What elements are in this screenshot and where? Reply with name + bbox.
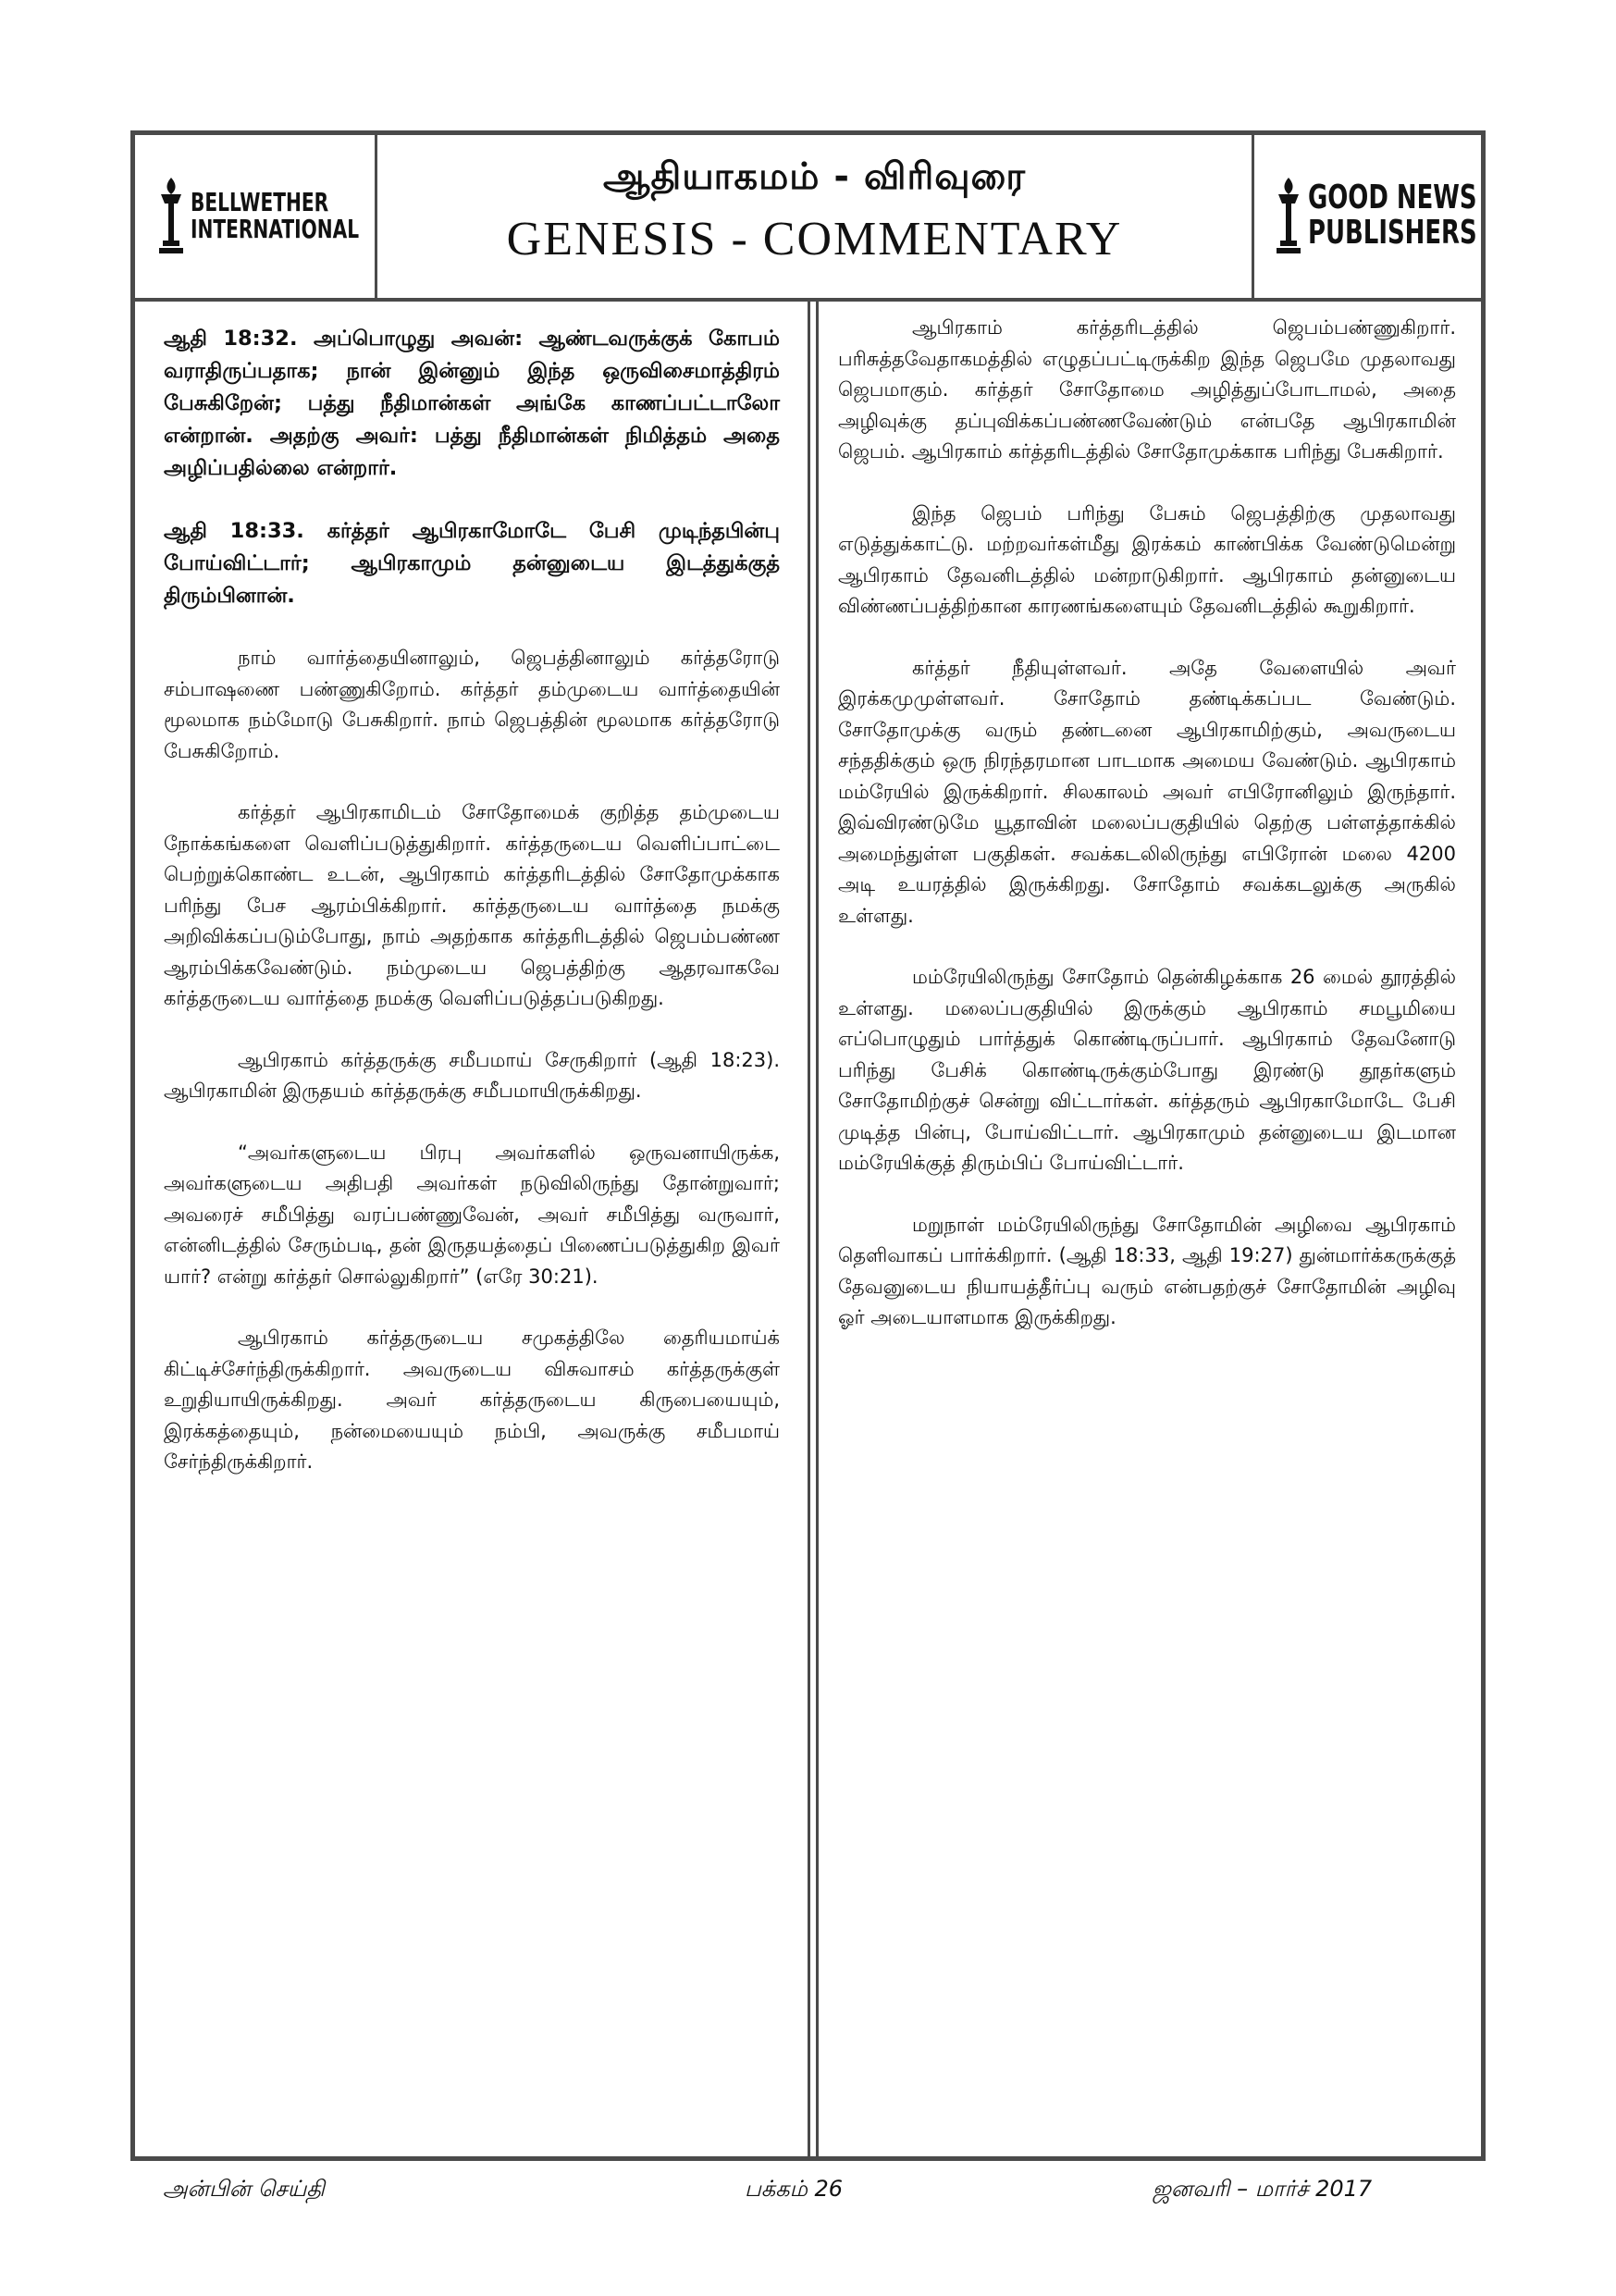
- bellwether-line2: INTERNATIONAL: [191, 214, 360, 244]
- goodnews-line2: PUBLISHERS: [1308, 214, 1477, 252]
- title-box: [377, 135, 1252, 298]
- left-paragraph-4: “அவர்களுடைய பிரபு அவர்களில் ஒருவனாயிருக்க, அவர்களுடைய அதிபதி அவர்கள் நடுவிலிருந்து தோன்றுவார்; அவரைச் சமீபித்து வரப்பண்ணுவேன், அவர் சமீபித்து வருவார், என்னிடத்தில் சேரும்படி, தன் இருதயத்தைப் பிணைப்படுத்துகிற இவர் யார்? என்று கர்த்தர் சொல்லுகிறார்” (எரே 30:21).: [164, 1141, 780, 1288]
- content-columns: [135, 298, 1481, 2156]
- right-paragraph-5: மறுநாள் மம்ரேயிலிருந்து சோதோமின் அழிவை ஆபிரகாம் தெளிவாகப் பார்க்கிறார். (ஆதி 18:33, ஆதி 19:27) துன்மார்க்கருக்குத் தேவனுடைய நியாயத்தீர்ப்பு வரும் என்பதற்குச் சோதோமின் அழிவு ஓர் அடையாளமாக இருக்கிறது.: [838, 1213, 1456, 1328]
- goodnews-logo: [1273, 176, 1543, 255]
- title-english: GENESIS - COMMENTARY: [506, 213, 1123, 265]
- page-frame: [130, 130, 1486, 2161]
- right-paragraph-3: கர்த்தர் நீதியுள்ளவர். அதே வேளையில் அவர் இரக்கமுமுள்ளவர். சோதோம் தண்டிக்கப்பட வேண்டும். சோதோமுக்கு வரும் தண்டனை ஆபிரகாமிற்கும், அவருடைய சந்ததிக்கும் ஒரு நிரந்தரமான பாடமாக அமைய வேண்டும். ஆபிரகாம் மம்ரேயில் இருக்கிறார். சிலகாலம் அவர் எபிரோனிலும் இருந்தார். இவ்விரண்டுமே யூதாவின் மலைப்பகுதியில் தெற்கு பள்ளத்தாக்கில் அமைந்துள்ள பகுதிகள். சவக்கடலிலிருந்து எபிரோன் மலை 4200 அடி உயரத்தில் இருக்கிறது. சோதோம் சவக்கடலுக்கு அருகில் உள்ளது.: [838, 656, 1456, 927]
- left-paragraph-5: ஆபிரகாம் கர்த்தருடைய சமுகத்திலே தைரியமாய்க் கிட்டிச்சேர்ந்திருக்கிறார். அவருடைய விசுவாசம் கர்த்தருக்குள் உறுதியாயிருக்கிறது. அவர் கர்த்தருடைய கிருபையையும், இரக்கத்தையும், நன்மையையும் நம்பி, அவருக்கு சமீபமாய் சேர்ந்திருக்கிறார்.: [164, 1327, 780, 1473]
- torch-icon: [155, 176, 187, 255]
- left-paragraph-3: ஆபிரகாம் கர்த்தருக்கு சமீபமாய் சேருகிறார் (ஆதி 18:23). ஆபிரகாமின் இருதயம் கர்த்தருக்கு சமீபமாயிருக்கிறது.: [164, 1048, 780, 1102]
- goodnews-line1: GOOD NEWS: [1308, 179, 1477, 217]
- footer-magazine-name: அன்பின் செய்தி: [163, 2176, 325, 2202]
- footer-issue-date: ஜனவரி – மார்ச் 2017: [1153, 2176, 1373, 2202]
- right-column: [838, 313, 1456, 1334]
- column-divider: [808, 298, 819, 2156]
- right-paragraph-1: ஆபிரகாம் கர்த்தரிடத்தில் ஜெபம்பண்ணுகிறார். பரிசுத்தவேதாகமத்தில் எழுதப்பட்டிருக்கிற இந்த ஜெபமே முதலாவது ஜெபமாகும். கர்த்தர் சோதோமை அழித்துப்போடாமல், அதை அழிவுக்கு தப்புவிக்கப்பண்ணவேண்டும் என்பதே ஆபிரகாமின் ஜெபம். ஆபிரகாம் கர்த்தரிடத்தில் சோதோமுக்காக பரிந்து பேசுகிறார்.: [838, 316, 1456, 463]
- goodnews-logo-box: [1252, 135, 1481, 298]
- right-paragraph-2: இந்த ஜெபம் பரிந்து பேசும் ஜெபத்திற்கு முதலாவது எடுத்துக்காட்டு. மற்றவர்கள்மீது இரக்கம் காண்பிக்க வேண்டுமென்று ஆபிரகாம் தேவனிடத்தில் மன்றாடுகிறார். ஆபிரகாம் தன்னுடைய விண்ணப்பத்திற்கான காரணங்களையும் தேவனிடத்தில் கூறுகிறார்.: [838, 501, 1456, 617]
- header: [135, 135, 1481, 302]
- torch-icon: [1273, 176, 1304, 255]
- bellwether-logo-box: [135, 135, 377, 298]
- right-paragraph-4: மம்ரேயிலிருந்து சோதோம் தென்கிழக்காக 26 மைல் தூரத்தில் உள்ளது. மலைப்பகுதியில் இருக்கும் ஆபிரகாம் சமபூமியை எப்பொழுதும் பார்த்துக் கொண்டிருப்பார். ஆபிரகாம் தேவனோடு பரிந்து பேசிக் கொண்டிருக்கும்போது இரண்டு தூதர்களும் சோதோமிற்குச் சென்று விட்டார்கள். கர்த்தரும் ஆபிரகாமோடே பேசி முடித்த பின்பு, போய்விட்டார். ஆபிரகாமும் தன்னுடைய இடமான மம்ரேயிக்குத் திரும்பிப் போய்விட்டார்.: [838, 966, 1456, 1174]
- verse-18-33: ஆதி 18:33. கர்த்தர் ஆபிரகாமோடே பேசி முடிந்தபின்பு போய்விட்டார்; ஆபிரகாமும் தன்னுடைய இடத்துக்குத் திரும்பினான்.: [164, 519, 780, 608]
- footer: [0, 2176, 1616, 2213]
- left-paragraph-1: நாம் வார்த்தையினாலும், ஜெபத்தினாலும் கர்த்தரோடு சம்பாஷணை பண்ணுகிறோம். கர்த்தர் தம்முடைய வார்த்தையின் மூலமாக நம்மோடு பேசுகிறார். நாம் ஜெபத்தின் மூலமாக கர்த்தரோடு பேசுகிறோம்.: [164, 647, 780, 762]
- left-paragraph-2: கர்த்தர் ஆபிரகாமிடம் சோதோமைக் குறித்த தம்முடைய நோக்கங்களை வெளிப்படுத்துகிறார். கர்த்தருடைய வெளிப்பாட்டை பெற்றுக்கொண்ட உடன், ஆபிரகாம் கர்த்தரிடத்தில் சோதோமுக்காக பரிந்து பேச ஆரம்பிக்கிறார். கர்த்தருடைய வார்த்தை நமக்கு அறிவிக்கப்படும்போது, நாம் அதற்காக கர்த்தரிடத்தில் ஜெபம்பண்ண ஆரம்பிக்கவேண்டும். நம்முடைய ஜெபத்திற்கு ஆதரவாகவே கர்த்தருடைய வார்த்தை நமக்கு வெளிப்படுத்தப்படுகிறது.: [164, 801, 780, 1009]
- left-column: [164, 323, 780, 1478]
- bellwether-line1: BELLWETHER: [191, 186, 329, 217]
- footer-page-number: பக்கம் 26: [745, 2176, 844, 2202]
- bellwether-logo-text: [191, 186, 360, 244]
- goodnews-logo-text: [1308, 180, 1477, 251]
- title-tamil: ஆதியாகமம் - விரிவுரை: [602, 155, 1027, 198]
- verse-18-32: ஆதி 18:32. அப்பொழுது அவன்: ஆண்டவருக்குக் கோபம் வராதிருப்பதாக; நான் இன்னும் இந்த ஒருவிசைமாத்திரம் பேசுகிறேன்; பத்து நீதிமான்கள் அங்கே காணப்பட்டாலோ என்றான். அதற்கு அவர்: பத்து நீதிமான்கள் நிமித்தம் அதை அழிப்பதில்லை என்றார்.: [164, 327, 780, 480]
